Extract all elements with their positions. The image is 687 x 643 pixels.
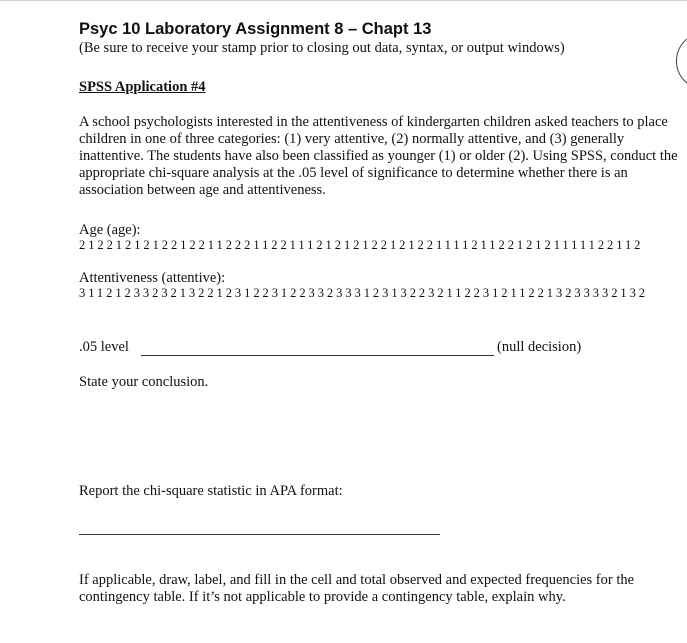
top-border — [0, 0, 687, 1]
problem-paragraph: A school psychologists interested in the attentiveness of kindergarten children asked teachers to place children in one of three categories: (1) very attentive, (2) normally attentive, and (3) generally inattentive. The students have also been classified as younger (1) or older (2). Using SPSS, conduct the appropriate chi-square analysis at the .05 level of significance to determine whether there is an association between age and attentiveness. — [79, 114, 678, 198]
page-title: Psyc 10 Laboratory Assignment 8 – Chapt 13 — [79, 20, 432, 38]
conclusion-prompt: State your conclusion. — [79, 374, 209, 390]
age-values: 21221212122122112221122111212121221212211112112212121111122112 — [79, 238, 644, 252]
attentive-values: 31121233232132212312231223323331231322321122312112213233332132 — [79, 286, 649, 300]
age-label: Age (age): — [79, 222, 141, 238]
attentive-label: Attentiveness (attentive): — [79, 270, 226, 286]
apa-prompt: Report the chi-square statistic in APA format: — [79, 483, 343, 499]
level-label: .05 level — [79, 339, 129, 355]
apa-answer-blank[interactable] — [79, 522, 440, 535]
stamp-circle — [676, 32, 687, 90]
section-heading: SPSS Application #4 — [79, 79, 206, 95]
contingency-prompt: If applicable, draw, label, and fill in the cell and total observed and expected frequencies for the contingency table. If it’s not applicable to provide a contingency table, explain why. — [79, 572, 635, 605]
null-decision-label: (null decision) — [497, 339, 582, 355]
null-decision-blank[interactable] — [141, 340, 494, 356]
page-subtitle: (Be sure to receive your stamp prior to closing out data, syntax, or output windows) — [79, 40, 565, 56]
